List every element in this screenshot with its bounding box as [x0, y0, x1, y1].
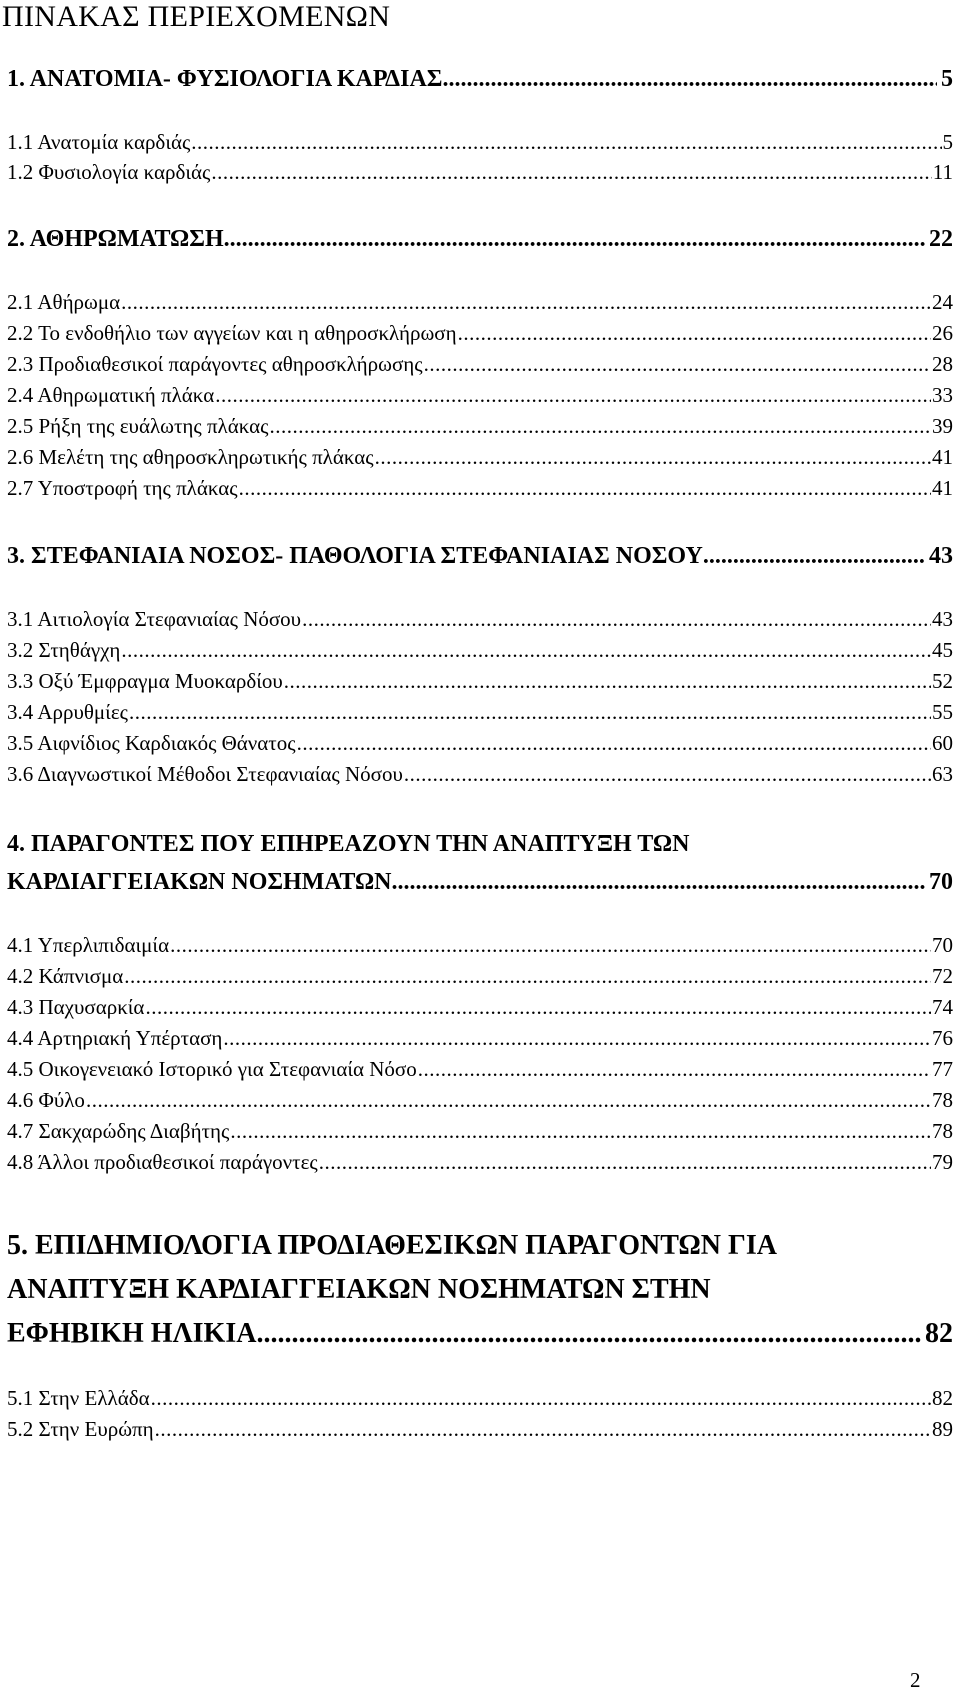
chapter-1-heading[interactable]	[7, 60, 953, 98]
toc-entry[interactable]	[7, 1383, 953, 1413]
dot-leader	[215, 380, 931, 410]
entry-label: 2.6 Μελέτη της αθηροσκληρωτικής πλάκας	[7, 445, 374, 469]
dot-leader	[256, 1312, 921, 1356]
entry-page-number: 55	[932, 700, 953, 724]
toc-entry[interactable]	[7, 759, 953, 789]
dot-leader	[191, 127, 941, 157]
dot-leader	[703, 537, 925, 575]
entry-page-number: 11	[932, 160, 953, 184]
page-number: 2	[910, 1668, 921, 1692]
dot-leader	[155, 1414, 931, 1444]
chapter-page-number: 22	[929, 226, 953, 252]
entry-page-number: 70	[932, 933, 953, 957]
dot-leader	[223, 1023, 931, 1053]
toc-entry[interactable]	[7, 666, 953, 696]
chapter-page-number: 43	[929, 543, 953, 569]
entry-page-number: 39	[932, 414, 953, 438]
entry-label: 4.1 Υπερλιπιδαιμία	[7, 933, 170, 957]
toc-entry[interactable]	[7, 349, 953, 379]
entry-page-number: 78	[932, 1119, 953, 1143]
entry-page-number: 33	[932, 383, 953, 407]
entry-label: 2.4 Αθηρωματική πλάκα	[7, 383, 215, 407]
entry-label: 3.3 Οξύ Έμφραγμα Μυοκαρδίου	[7, 669, 283, 693]
dot-leader	[269, 411, 931, 441]
entry-page-number: 41	[932, 476, 953, 500]
entry-page-number: 52	[932, 669, 953, 693]
dot-leader	[424, 349, 931, 379]
toc-entry[interactable]	[7, 411, 953, 441]
chapter-page-number: 82	[925, 1318, 953, 1349]
dot-leader	[302, 604, 931, 634]
entry-label: 3.5 Αιφνίδιος Καρδιακός Θάνατος	[7, 731, 296, 755]
toc-entry[interactable]	[7, 380, 953, 410]
toc-entry[interactable]	[7, 473, 953, 503]
entry-label: 2.7 Υποστροφή της πλάκας	[7, 476, 238, 500]
dot-leader	[86, 1085, 931, 1115]
chapter-heading-label: 3. ΣΤΕΦΑΝΙΑΙΑ ΝΟΣΟΣ- ΠΑΘΟΛΟΓΙΑ ΣΤΕΦΑΝΙΑΙΑΣ ΝΟΣΟΥ	[7, 543, 703, 569]
toc-entry[interactable]	[7, 961, 953, 991]
chapter-heading-line: ΑΝΑΠΤΥΞΗ ΚΑΡΔΙΑΓΓΕΙΑΚΩΝ ΝΟΣΗΜΑΤΩΝ ΣΤΗΝ	[7, 1274, 711, 1305]
entry-page-number: 43	[932, 607, 953, 631]
dot-leader	[392, 863, 925, 901]
dot-leader	[211, 157, 931, 187]
entry-label: 3.4 Αρρυθμίες	[7, 700, 128, 724]
toc-entry[interactable]	[7, 442, 953, 472]
entry-label: 4.5 Οικογενειακό Ιστορικό για Στεφανιαία Νόσο	[7, 1057, 417, 1081]
toc-entry[interactable]	[7, 728, 953, 758]
entry-page-number: 24	[932, 290, 953, 314]
chapter-5-heading[interactable]	[7, 1224, 953, 1356]
chapter-4-heading[interactable]	[7, 825, 953, 901]
entry-label: 1.1 Ανατομία καρδιάς	[7, 130, 191, 154]
chapter-heading-line: 4. ΠΑΡΑΓΟΝΤΕΣ ΠΟΥ ΕΠΗΡΕΑΖΟΥΝ ΤΗΝ ΑΝΑΠΤΥΞΗ ΤΩΝ	[7, 831, 690, 857]
entry-page-number: 78	[932, 1088, 953, 1112]
toc-entry[interactable]	[7, 1023, 953, 1053]
toc-entry[interactable]	[7, 930, 953, 960]
toc-entry[interactable]	[7, 127, 953, 157]
toc-entry[interactable]	[7, 1116, 953, 1146]
entry-label: 2.2 Το ενδοθήλιο των αγγείων και η αθηροσκλήρωση	[7, 321, 457, 345]
toc-entry[interactable]	[7, 1085, 953, 1115]
dot-leader	[224, 220, 925, 258]
entry-label: 3.1 Αιτιολογία Στεφανιαίας Νόσου	[7, 607, 302, 631]
dot-leader	[145, 992, 931, 1022]
entry-page-number: 60	[932, 731, 953, 755]
toc-entry[interactable]	[7, 1414, 953, 1444]
page-title: ΠΙΝΑΚΑΣ ΠΕΡΙΕΧΟΜΕΝΩΝ	[2, 0, 391, 33]
dot-leader	[151, 1383, 931, 1413]
toc-entry[interactable]	[7, 287, 953, 317]
entry-page-number: 89	[932, 1417, 953, 1441]
entry-page-number: 41	[932, 445, 953, 469]
toc-entry[interactable]	[7, 1054, 953, 1084]
dot-leader	[230, 1116, 931, 1146]
chapter-page-number: 70	[929, 869, 953, 895]
entry-label: 4.6 Φύλο	[7, 1088, 85, 1112]
chapter-2-heading[interactable]	[7, 220, 953, 258]
dot-leader	[297, 728, 931, 758]
dot-leader	[121, 287, 931, 317]
dot-leader	[284, 666, 931, 696]
dot-leader	[458, 318, 931, 348]
entry-label: 4.8 Άλλοι προδιαθεσικοί παράγοντες	[7, 1150, 318, 1174]
dot-leader	[129, 697, 931, 727]
chapter-heading-label: 2. ΑΘΗΡΩΜΑΤΩΣΗ	[7, 226, 224, 252]
entry-page-number: 5	[942, 130, 953, 154]
entry-label: 5.2 Στην Ευρώπη	[7, 1417, 154, 1441]
entry-page-number: 45	[932, 638, 953, 662]
entry-page-number: 28	[932, 352, 953, 376]
entry-label: 1.2 Φυσιολογία καρδιάς	[7, 160, 211, 184]
toc-entry[interactable]	[7, 604, 953, 634]
toc-entry[interactable]	[7, 697, 953, 727]
toc-entry[interactable]	[7, 1147, 953, 1177]
entry-label: 2.1 Αθήρωμα	[7, 290, 121, 314]
entry-label: 4.2 Κάπνισμα	[7, 964, 124, 988]
entry-page-number: 63	[932, 762, 953, 786]
chapter-page-number: 5	[941, 66, 953, 92]
entry-label: 5.1 Στην Ελλάδα	[7, 1386, 150, 1410]
dot-leader	[239, 473, 931, 503]
entry-label: 2.3 Προδιαθεσικοί παράγοντες αθηροσκλήρωσης	[7, 352, 423, 376]
dot-leader	[375, 442, 931, 472]
dot-leader	[404, 759, 931, 789]
chapter-heading-label: 1. ΑΝΑΤΟΜΙΑ- ΦΥΣΙΟΛΟΓΙΑ ΚΑΡΔΙΑΣ	[7, 66, 443, 92]
entry-page-number: 72	[932, 964, 953, 988]
entry-page-number: 74	[932, 995, 953, 1019]
entry-page-number: 76	[932, 1026, 953, 1050]
dot-leader	[418, 1054, 931, 1084]
dot-leader	[170, 930, 931, 960]
entry-label: 2.5 Ρήξη της ευάλωτης πλάκας	[7, 414, 269, 438]
chapter-3-heading[interactable]	[7, 537, 953, 575]
entry-page-number: 82	[932, 1386, 953, 1410]
dot-leader	[124, 961, 931, 991]
entry-label: 4.4 Αρτηριακή Υπέρταση	[7, 1026, 223, 1050]
chapter-heading-label: ΚΑΡΔΙΑΓΓΕΙΑΚΩΝ ΝΟΣΗΜΑΤΩΝ	[7, 869, 392, 895]
toc-entry[interactable]	[7, 992, 953, 1022]
entry-page-number: 77	[932, 1057, 953, 1081]
chapter-heading-label: ΕΦΗΒΙΚΗ ΗΛΙΚΙΑ	[7, 1318, 257, 1349]
entry-page-number: 79	[932, 1150, 953, 1174]
entry-page-number: 26	[932, 321, 953, 345]
toc-entry[interactable]	[7, 635, 953, 665]
entry-label: 4.7 Σακχαρώδης Διαβήτης	[7, 1119, 230, 1143]
entry-label: 3.2 Στηθάγχη	[7, 638, 121, 662]
dot-leader	[442, 60, 937, 98]
toc-entry[interactable]	[7, 318, 953, 348]
entry-label: 3.6 Διαγνωστικοί Μέθοδοι Στεφανιαίας Νόσου	[7, 762, 403, 786]
dot-leader	[121, 635, 931, 665]
toc-entry[interactable]	[7, 157, 953, 187]
entry-label: 4.3 Παχυσαρκία	[7, 995, 145, 1019]
dot-leader	[319, 1147, 931, 1177]
chapter-heading-line: 5. ΕΠΙΔΗΜΙΟΛΟΓΙΑ ΠΡΟΔΙΑΘΕΣΙΚΩΝ ΠΑΡΑΓΟΝΤΩΝ ΓΙΑ	[7, 1230, 777, 1261]
